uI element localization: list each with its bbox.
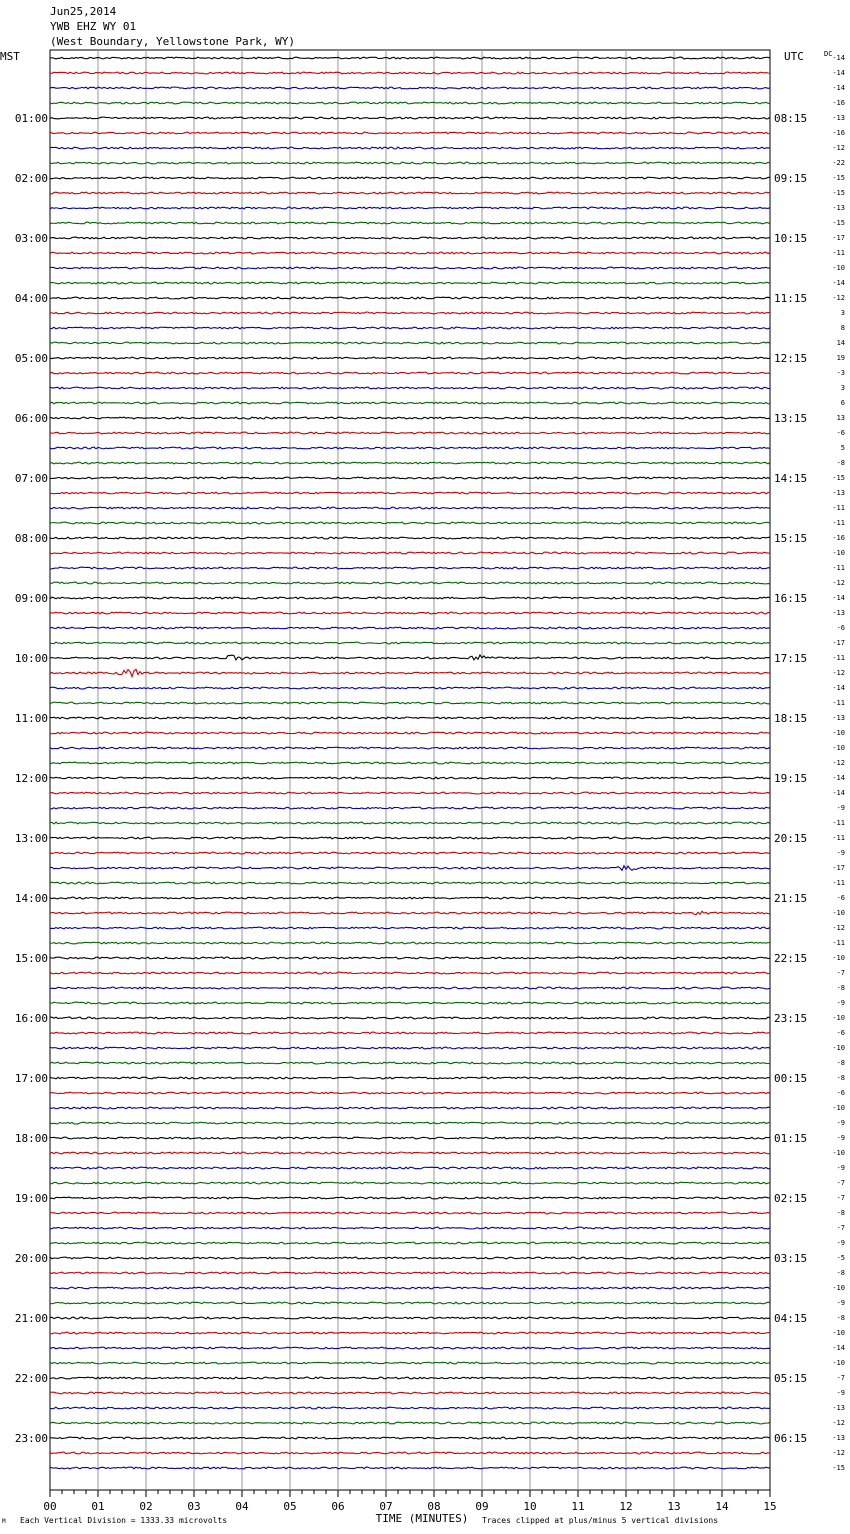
utc-hour-label: 14:15: [774, 472, 808, 485]
utc-hour-label: 21:15: [774, 892, 808, 905]
scale-note: Each Vertical Division = 1333.33 microvolts: [20, 1516, 228, 1525]
seismic-trace: [50, 822, 770, 824]
dc-offset-label: -14: [832, 54, 845, 62]
mst-hour-label: 06:00: [14, 412, 48, 425]
dc-offset-label: -9: [836, 1239, 845, 1247]
utc-hour-label: 10:15: [774, 232, 808, 245]
seismic-trace: [50, 552, 770, 554]
seismic-trace: [50, 1137, 770, 1139]
seismic-trace: [50, 522, 770, 524]
seismic-trace: [50, 1182, 770, 1184]
utc-hour-label: 05:15: [774, 1372, 808, 1385]
seismic-trace: [50, 1077, 770, 1079]
station-location: (West Boundary, Yellowstone Park, WY): [50, 35, 296, 48]
seismic-trace: [50, 1257, 770, 1259]
dc-offset-label: 3: [840, 309, 845, 317]
seismic-trace: [50, 372, 770, 374]
seismic-trace: [50, 192, 770, 194]
left-timezone-label: MST: [0, 50, 20, 63]
dc-offset-label: -17: [832, 864, 845, 872]
x-tick-label: 11: [571, 1500, 585, 1513]
x-tick-label: 07: [379, 1500, 393, 1513]
dc-offset-label: -16: [832, 129, 845, 137]
seismic-trace: [50, 1287, 770, 1289]
dc-offset-label: 19: [836, 354, 845, 362]
seismic-trace: [50, 1062, 770, 1064]
utc-hour-label: 09:15: [774, 172, 808, 185]
seismic-trace: [50, 687, 770, 689]
dc-offset-label: -15: [832, 174, 845, 182]
utc-hour-label: 22:15: [774, 952, 808, 965]
utc-hour-label: 19:15: [774, 772, 808, 785]
mst-hour-label: 07:00: [14, 472, 48, 485]
x-tick-label: 09: [475, 1500, 489, 1513]
x-tick-label: 13: [667, 1500, 681, 1513]
dc-offset-label: 8: [840, 324, 845, 332]
dc-offset-label: -14: [832, 789, 845, 797]
dc-offset-label: -11: [832, 519, 845, 527]
dc-offset-label: -10: [832, 909, 845, 917]
dc-offset-label: -15: [832, 219, 845, 227]
seismic-trace: [50, 342, 770, 344]
seismic-trace: [50, 942, 770, 944]
seismic-trace: [50, 669, 770, 676]
dc-offset-label: -9: [836, 1389, 845, 1397]
dc-offset-label: -8: [836, 1074, 845, 1082]
dc-offset-label: -12: [832, 924, 845, 932]
seismic-trace: [50, 927, 770, 929]
seismic-trace: [50, 1092, 770, 1094]
dc-offset-label: -8: [836, 1209, 845, 1217]
mst-hour-label: 10:00: [14, 652, 48, 665]
dc-offset-label: -14: [832, 594, 845, 602]
dc-offset-label: -11: [832, 699, 845, 707]
dc-offset-label: -10: [832, 1014, 845, 1022]
dc-offset-label: -10: [832, 954, 845, 962]
dc-offset-label: 5: [840, 444, 845, 452]
dc-offset-label: -17: [832, 234, 845, 242]
utc-hour-label: 08:15: [774, 112, 808, 125]
dc-offset-label: -12: [832, 759, 845, 767]
seismic-trace: [50, 1197, 770, 1199]
utc-hour-label: 11:15: [774, 292, 808, 305]
dc-offset-label: -9: [836, 999, 845, 1007]
dc-offset-label: -3: [836, 369, 845, 377]
seismic-trace: [50, 882, 770, 884]
x-tick-label: 04: [235, 1500, 249, 1513]
seismic-trace: [50, 1047, 770, 1049]
dc-offset-label: -11: [832, 939, 845, 947]
seismic-trace: [50, 1317, 770, 1319]
mst-hour-label: 14:00: [14, 892, 48, 905]
utc-hour-label: 01:15: [774, 1132, 808, 1145]
seismic-trace: [50, 792, 770, 794]
x-tick-label: 14: [715, 1500, 729, 1513]
utc-hour-label: 00:15: [774, 1072, 808, 1085]
seismic-trace: [50, 1242, 770, 1244]
seismic-trace: [50, 807, 770, 809]
seismic-trace: [50, 582, 770, 584]
dc-offset-label: -9: [836, 849, 845, 857]
dc-offset-label: -11: [832, 249, 845, 257]
dc-offset-label: -11: [832, 504, 845, 512]
mst-hour-label: 21:00: [14, 1312, 48, 1325]
seismic-trace: [50, 1347, 770, 1349]
dc-offset-label: -8: [836, 1314, 845, 1322]
seismic-trace: [50, 777, 770, 779]
seismic-trace: [50, 537, 770, 539]
dc-offset-label: 3: [840, 384, 845, 392]
dc-offset-label: -13: [832, 114, 845, 122]
seismic-trace: [50, 1362, 770, 1364]
x-tick-label: 06: [331, 1500, 345, 1513]
x-axis-label: TIME (MINUTES): [375, 1512, 469, 1525]
dc-offset-label: -5: [836, 1254, 845, 1262]
seismic-trace: [50, 866, 770, 871]
corner-mark: M: [2, 1518, 6, 1525]
utc-hour-label: 02:15: [774, 1192, 808, 1205]
x-tick-label: 00: [43, 1500, 57, 1513]
seismic-trace: [50, 492, 770, 494]
dc-offset-label: -17: [832, 639, 845, 647]
seismic-trace: [50, 957, 770, 959]
dc-offset-label: -7: [836, 1374, 845, 1382]
right-timezone-label: UTC: [784, 50, 804, 63]
seismic-trace: [50, 1032, 770, 1034]
seismic-trace: [50, 972, 770, 974]
dc-offset-label: -9: [836, 1134, 845, 1142]
seismic-trace: [50, 117, 770, 119]
seismic-trace: [50, 282, 770, 284]
seismic-trace: [50, 402, 770, 404]
dc-offset-label: -6: [836, 1089, 845, 1097]
seismic-trace: [50, 567, 770, 569]
seismic-trace: [50, 237, 770, 239]
seismic-trace: [50, 1002, 770, 1004]
dc-offset-label: -10: [832, 1284, 845, 1292]
dc-offset-label: -11: [832, 819, 845, 827]
dc-offset-label: -6: [836, 624, 845, 632]
mst-hour-label: 03:00: [14, 232, 48, 245]
dc-offset-label: -16: [832, 99, 845, 107]
dc-offset-label: -6: [836, 429, 845, 437]
seismic-trace: [50, 57, 770, 59]
seismic-trace: [50, 1152, 770, 1154]
seismic-trace: [50, 1272, 770, 1274]
seismic-trace: [50, 387, 770, 389]
dc-offset-label: -12: [832, 294, 845, 302]
dc-offset-label: -22: [832, 159, 845, 167]
dc-offset-label: -10: [832, 744, 845, 752]
seismic-trace: [50, 327, 770, 329]
seismic-trace: [50, 1227, 770, 1229]
seismic-trace: [50, 1407, 770, 1409]
dc-offset-label: -14: [832, 774, 845, 782]
dc-offset-label: 14: [836, 339, 845, 347]
dc-offset-label: -7: [836, 969, 845, 977]
seismic-trace: [50, 1377, 770, 1379]
record-date: Jun25,2014: [50, 5, 117, 18]
seismic-trace: [50, 222, 770, 224]
dc-offset-label: -10: [832, 1329, 845, 1337]
utc-hour-label: 18:15: [774, 712, 808, 725]
mst-hour-label: 04:00: [14, 292, 48, 305]
mst-hour-label: 22:00: [14, 1372, 48, 1385]
station-code: YWB EHZ WY 01: [50, 20, 137, 33]
seismic-trace: [50, 1302, 770, 1304]
x-tick-label: 15: [763, 1500, 777, 1513]
seismic-trace: [50, 987, 770, 989]
seismic-trace: [50, 1467, 770, 1469]
x-tick-label: 03: [187, 1500, 201, 1513]
mst-hour-label: 11:00: [14, 712, 48, 725]
seismic-trace: [50, 1452, 770, 1454]
dc-offset-label: -12: [832, 669, 845, 677]
dc-column-label: DC: [824, 50, 833, 58]
seismic-trace: [50, 72, 770, 74]
utc-hour-label: 04:15: [774, 1312, 808, 1325]
dc-offset-label: -13: [832, 1434, 845, 1442]
seismic-trace: [50, 1017, 770, 1019]
mst-hour-label: 01:00: [14, 112, 48, 125]
dc-offset-label: -8: [836, 984, 845, 992]
seismic-trace: [50, 507, 770, 509]
dc-offset-label: -9: [836, 1164, 845, 1172]
dc-offset-label: -9: [836, 1119, 845, 1127]
seismic-trace: [50, 252, 770, 254]
dc-offset-label: -13: [832, 714, 845, 722]
seismic-trace: [50, 87, 770, 89]
mst-hour-label: 09:00: [14, 592, 48, 605]
dc-offset-label: 6: [840, 399, 845, 407]
seismic-trace: [50, 477, 770, 479]
seismic-trace: [50, 447, 770, 449]
utc-hour-label: 03:15: [774, 1252, 808, 1265]
seismic-trace: [50, 612, 770, 614]
dc-offset-label: -16: [832, 534, 845, 542]
seismic-trace: [50, 312, 770, 314]
mst-hour-label: 16:00: [14, 1012, 48, 1025]
seismic-trace: [50, 702, 770, 704]
mst-hour-label: 05:00: [14, 352, 48, 365]
dc-offset-label: -12: [832, 579, 845, 587]
seismic-trace: [50, 1167, 770, 1169]
utc-hour-label: 23:15: [774, 1012, 808, 1025]
dc-offset-label: -14: [832, 1344, 845, 1352]
mst-hour-label: 23:00: [14, 1432, 48, 1445]
clip-note: Traces clipped at plus/minus 5 vertical divisions: [482, 1516, 719, 1525]
seismic-trace: [50, 852, 770, 854]
dc-offset-label: -10: [832, 729, 845, 737]
dc-offset-label: -15: [832, 474, 845, 482]
x-tick-label: 10: [523, 1500, 537, 1513]
seismic-trace: [50, 897, 770, 899]
seismic-trace: [50, 732, 770, 734]
x-tick-label: 01: [91, 1500, 105, 1513]
dc-offset-label: -11: [832, 564, 845, 572]
dc-offset-label: -10: [832, 1149, 845, 1157]
seismic-trace: [50, 132, 770, 134]
dc-offset-label: -7: [836, 1179, 845, 1187]
mst-hour-label: 18:00: [14, 1132, 48, 1145]
dc-offset-label: -11: [832, 654, 845, 662]
dc-offset-label: -7: [836, 1194, 845, 1202]
seismic-trace: [50, 147, 770, 149]
dc-offset-label: -12: [832, 144, 845, 152]
dc-offset-label: -14: [832, 684, 845, 692]
x-tick-label: 12: [619, 1500, 633, 1513]
seismic-trace: [50, 1332, 770, 1334]
mst-hour-label: 08:00: [14, 532, 48, 545]
seismic-trace: [50, 597, 770, 599]
seismic-trace: [50, 642, 770, 644]
mst-hour-label: 17:00: [14, 1072, 48, 1085]
utc-hour-label: 06:15: [774, 1432, 808, 1445]
mst-hour-label: 19:00: [14, 1192, 48, 1205]
utc-hour-label: 20:15: [774, 832, 808, 845]
seismic-trace: [50, 1392, 770, 1394]
seismic-trace: [50, 911, 770, 914]
dc-offset-label: -14: [832, 69, 845, 77]
dc-offset-label: -13: [832, 489, 845, 497]
seismic-trace: [50, 267, 770, 269]
seismic-trace: [50, 627, 770, 629]
seismic-trace: [50, 357, 770, 359]
dc-offset-label: -10: [832, 549, 845, 557]
dc-offset-label: -10: [832, 1044, 845, 1052]
dc-offset-label: -13: [832, 204, 845, 212]
utc-hour-label: 12:15: [774, 352, 808, 365]
mst-hour-label: 12:00: [14, 772, 48, 785]
dc-offset-label: -10: [832, 1104, 845, 1112]
mst-hour-label: 15:00: [14, 952, 48, 965]
seismic-trace: [50, 1107, 770, 1109]
seismic-trace: [50, 655, 770, 660]
mst-hour-label: 13:00: [14, 832, 48, 845]
dc-offset-label: -11: [832, 834, 845, 842]
dc-offset-label: -12: [832, 1449, 845, 1457]
dc-offset-label: -6: [836, 894, 845, 902]
dc-offset-label: -9: [836, 804, 845, 812]
dc-offset-label: -8: [836, 1269, 845, 1277]
seismic-trace: [50, 462, 770, 464]
dc-offset-label: -15: [832, 189, 845, 197]
dc-offset-label: -13: [832, 609, 845, 617]
dc-offset-label: -14: [832, 84, 845, 92]
mst-hour-label: 20:00: [14, 1252, 48, 1265]
dc-offset-label: -6: [836, 1029, 845, 1037]
dc-offset-label: -12: [832, 1419, 845, 1427]
seismic-trace: [50, 1212, 770, 1214]
seismic-trace: [50, 1122, 770, 1124]
seismic-trace: [50, 162, 770, 164]
seismic-trace: [50, 762, 770, 764]
seismic-trace: [50, 102, 770, 104]
seismic-trace: [50, 747, 770, 749]
seismic-trace: [50, 837, 770, 839]
seismic-trace: [50, 417, 770, 419]
utc-hour-label: 16:15: [774, 592, 808, 605]
x-tick-label: 05: [283, 1500, 297, 1513]
seismic-trace: [50, 297, 770, 299]
dc-offset-label: -8: [836, 459, 845, 467]
seismic-trace: [50, 177, 770, 179]
seismic-trace: [50, 207, 770, 209]
seismic-trace: [50, 1437, 770, 1439]
utc-hour-label: 13:15: [774, 412, 808, 425]
mst-hour-label: 02:00: [14, 172, 48, 185]
dc-offset-label: -9: [836, 1299, 845, 1307]
x-tick-label: 08: [427, 1500, 441, 1513]
dc-offset-label: -11: [832, 879, 845, 887]
dc-offset-label: 13: [836, 414, 845, 422]
dc-offset-label: -10: [832, 264, 845, 272]
seismic-trace: [50, 432, 770, 434]
dc-offset-label: -13: [832, 1404, 845, 1412]
seismic-trace: [50, 1422, 770, 1424]
seismic-trace: [50, 717, 770, 719]
utc-hour-label: 15:15: [774, 532, 808, 545]
dc-offset-label: -10: [832, 1359, 845, 1367]
utc-hour-label: 17:15: [774, 652, 808, 665]
dc-offset-label: -8: [836, 1059, 845, 1067]
dc-offset-label: -15: [832, 1464, 845, 1472]
dc-offset-label: -7: [836, 1224, 845, 1232]
x-tick-label: 02: [139, 1500, 153, 1513]
dc-offset-label: -14: [832, 279, 845, 287]
